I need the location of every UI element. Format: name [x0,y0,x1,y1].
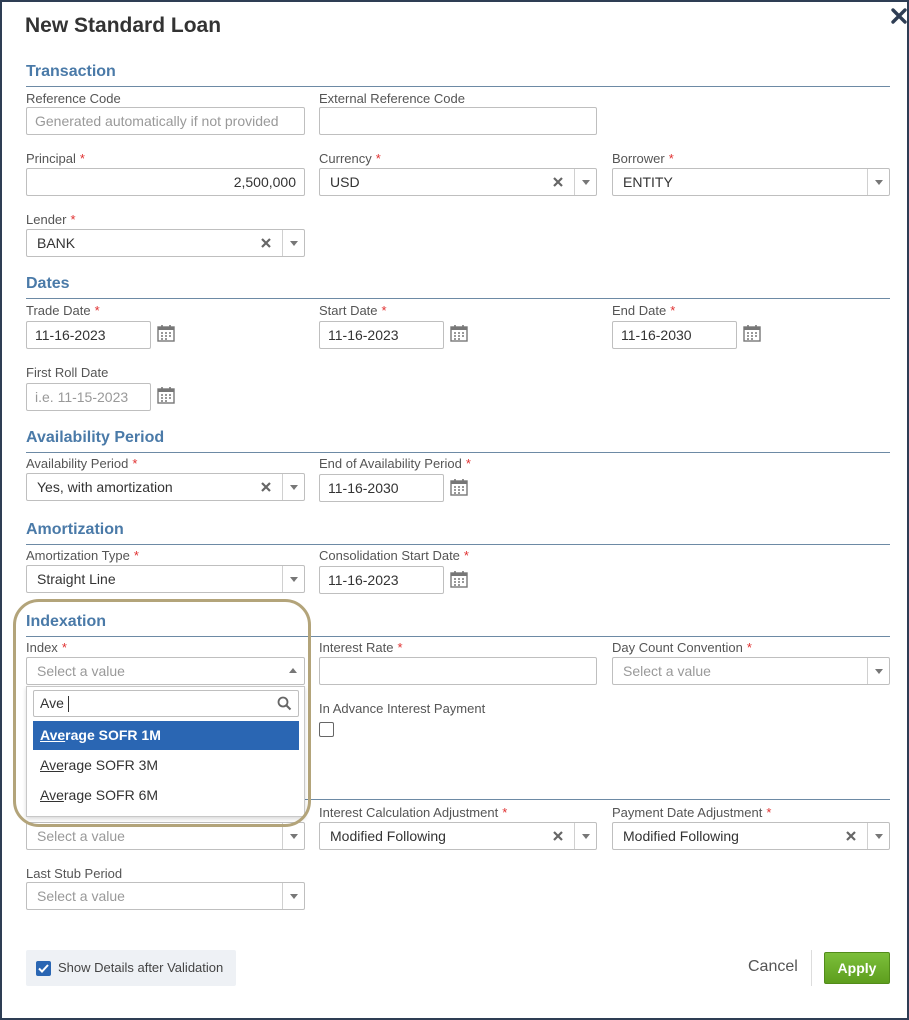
availability-period-label: Availability Period * [26,456,138,471]
option-match: Ave [40,757,64,773]
section-title-dates: Dates [26,275,70,292]
clear-icon[interactable] [551,175,565,189]
calendar-icon[interactable] [743,324,761,342]
chevron-down-icon[interactable] [282,883,304,909]
end-of-availability-input[interactable]: 11-16-2030 [319,474,444,502]
index-dropdown [26,686,305,817]
required-mark: * [61,640,67,655]
required-mark: * [668,151,674,166]
borrower-label: Borrower * [612,151,674,166]
section-availability [26,429,890,453]
borrower-select[interactable] [612,168,890,196]
option-match: Ave [40,727,66,743]
chevron-down-icon[interactable] [282,566,304,592]
chevron-down-icon[interactable] [867,169,889,195]
interest-calc-adjustment-value: Modified Following [330,828,446,844]
section-title-indexation: Indexation [26,613,107,630]
end-date-input[interactable]: 11-16-2030 [612,321,737,349]
calendar-icon[interactable] [157,386,175,404]
index-placeholder: Select a value [37,663,125,679]
currency-value: USD [330,174,360,190]
index-option[interactable] [33,721,299,750]
section-title-transaction: Transaction [26,63,116,80]
option-match: Ave [40,787,64,803]
section-title-amortization: Amortization [26,521,124,538]
clear-icon[interactable] [551,829,565,843]
amortization-type-label: Amortization Type * [26,548,139,563]
availability-period-value: Yes, with amortization [37,479,173,495]
payment-date-adjustment-value: Modified Following [623,828,739,844]
availability-period-select[interactable] [26,473,305,501]
currency-label: Currency * [319,151,381,166]
chevron-down-icon[interactable] [282,823,304,849]
show-details-checkbox[interactable] [36,961,51,976]
required-mark: * [397,640,403,655]
required-mark: * [502,805,508,820]
clear-icon[interactable] [259,236,273,250]
lender-label: Lender * [26,212,76,227]
day-count-placeholder: Select a value [623,663,711,679]
interest-calc-adjustment-select[interactable] [319,822,597,850]
required-mark: * [94,303,100,318]
trade-date-label: Trade Date * [26,303,100,318]
index-select[interactable] [26,657,305,685]
option-rest: rage SOFR 3M [63,757,159,773]
required-mark: * [766,805,772,820]
start-date-label: Start Date * [319,303,387,318]
calendar-icon[interactable] [450,324,468,342]
calendar-icon[interactable] [450,570,468,588]
chevron-down-icon[interactable] [574,169,596,195]
index-label: Index * [26,640,67,655]
required-mark: * [133,548,139,563]
required-mark: * [746,640,752,655]
consolidation-start-input[interactable]: 11-16-2023 [319,566,444,594]
first-roll-date-placeholder: i.e. 11-15-2023 [35,389,129,405]
section-amortization [26,521,890,545]
first-roll-date-input[interactable] [26,383,151,411]
section-divider [312,776,890,800]
reference-code-placeholder: Generated automatically if not provided [35,113,279,129]
apply-button[interactable]: Apply [824,952,890,984]
last-stub-period-placeholder: Select a value [37,888,125,904]
start-date-input[interactable]: 11-16-2023 [319,321,444,349]
external-reference-label: External Reference Code [319,91,465,106]
index-search-input[interactable] [33,690,299,717]
required-mark: * [465,456,471,471]
dialog-title: New Standard Loan [25,14,222,37]
in-advance-interest-checkbox[interactable] [319,722,334,737]
section-transaction [26,63,890,87]
chevron-down-icon[interactable] [282,230,304,256]
first-roll-date-label: First Roll Date [26,365,109,380]
calendar-icon[interactable] [450,478,468,496]
section-indexation [26,613,890,637]
consolidation-start-label: Consolidation Start Date * [319,548,469,563]
end-date-label: End Date * [612,303,676,318]
required-mark: * [375,151,381,166]
payment-date-adjustment-label: Payment Date Adjustment * [612,805,772,820]
search-icon [277,696,292,711]
external-reference-input[interactable] [319,107,597,135]
index-option[interactable] [33,751,299,780]
show-details-toggle[interactable] [26,950,236,986]
chevron-down-icon[interactable] [282,474,304,500]
text-caret [68,696,69,712]
option-rest: rage SOFR 1M [65,727,161,743]
borrower-value: ENTITY [623,174,673,190]
trade-date-input[interactable]: 11-16-2023 [26,321,151,349]
required-mark: * [79,151,85,166]
interest-calc-adjustment-label: Interest Calculation Adjustment * [319,805,508,820]
cancel-button[interactable]: Cancel [748,958,798,975]
chevron-down-icon[interactable] [574,823,596,849]
required-mark: * [132,456,138,471]
payment-date-adjustment-select[interactable] [612,822,890,850]
reference-code-label: Reference Code [26,91,121,106]
currency-select[interactable] [319,168,597,196]
last-stub-period-label: Last Stub Period [26,866,123,881]
reference-code-input[interactable] [26,107,305,135]
day-count-select[interactable] [612,657,890,685]
amortization-type-select[interactable] [26,565,305,593]
option-rest: rage SOFR 6M [63,787,159,803]
chevron-down-icon[interactable] [867,823,889,849]
required-mark: * [381,303,387,318]
required-mark: * [70,212,76,227]
index-option[interactable] [33,781,299,810]
close-icon[interactable] [889,6,909,26]
footer-divider [811,950,812,986]
interest-rate-input[interactable] [319,657,597,685]
checkmark-icon [36,961,51,976]
last-stub-period-select[interactable] [26,882,305,910]
index-search-text: Ave [40,695,64,711]
lender-value: BANK [37,235,76,251]
clear-icon[interactable] [259,480,273,494]
day-count-label: Day Count Convention * [612,640,752,655]
required-mark: * [670,303,676,318]
section-title-availability: Availability Period [26,429,165,446]
chevron-down-icon[interactable] [867,658,889,684]
principal-label: Principal * [26,151,85,166]
clear-icon[interactable] [844,829,858,843]
interest-rate-label: Interest Rate * [319,640,403,655]
adjustment-select[interactable] [26,822,305,850]
required-mark: * [463,548,469,563]
show-details-label: Show Details after Validation [58,960,224,975]
lender-select[interactable] [26,229,305,257]
chevron-up-icon[interactable] [282,658,304,684]
amortization-type-value: Straight Line [37,571,116,587]
principal-input[interactable]: 2,500,000 [26,168,305,196]
adjustment-placeholder: Select a value [37,828,125,844]
in-advance-interest-label: In Advance Interest Payment [319,701,486,716]
end-of-availability-label: End of Availability Period * [319,456,471,471]
calendar-icon[interactable] [157,324,175,342]
section-dates [26,275,890,299]
